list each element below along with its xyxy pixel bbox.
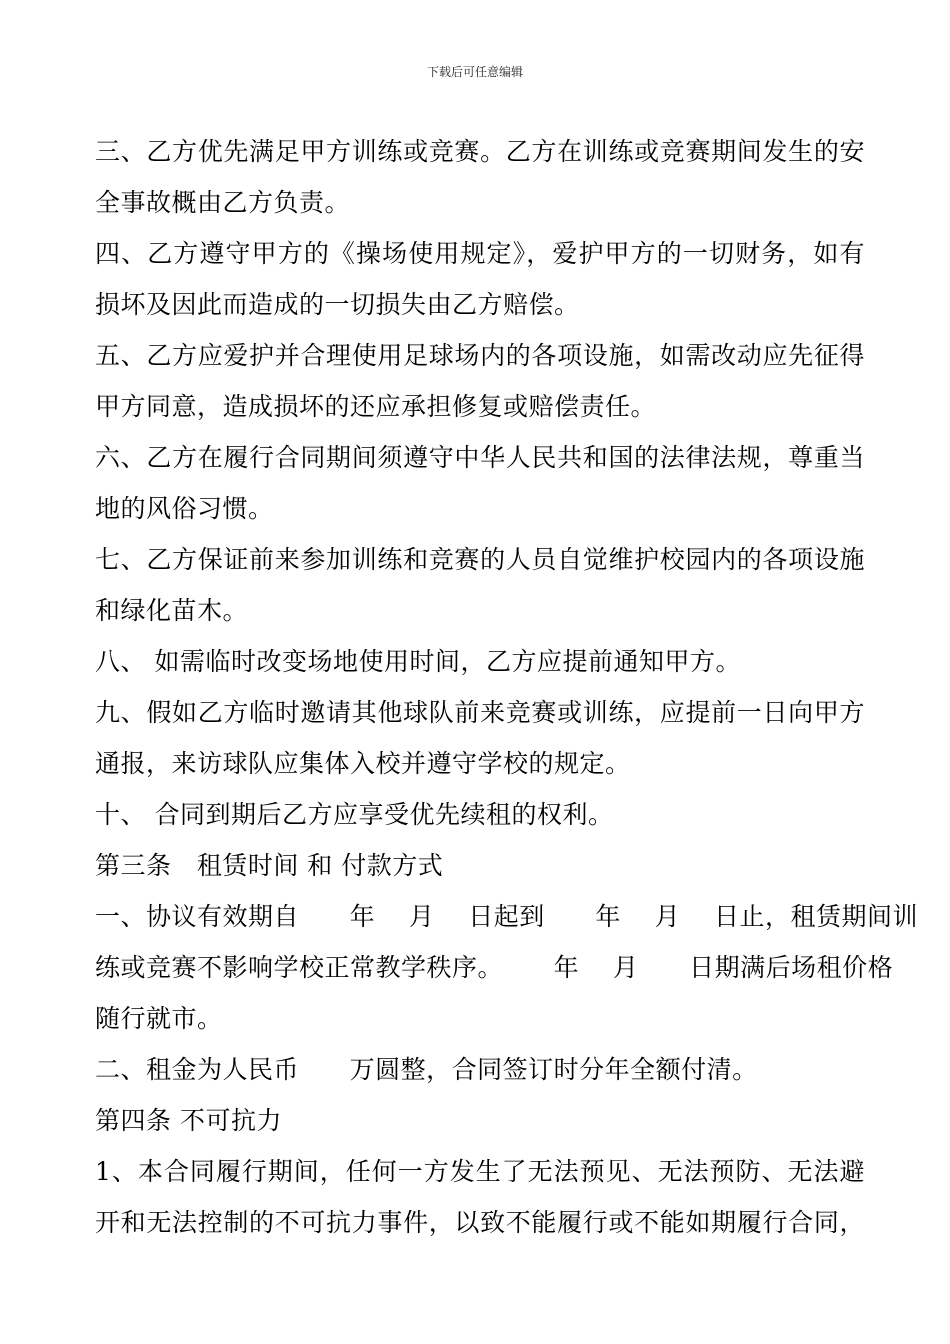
document-body [95,126,919,1248]
clause-3-line-2: 全事故概由乙方负责。 [95,188,351,217]
clause-6-line-1: 六、乙方在履行合同期间须遵守中华人民共和国的法律法规，尊重当 [95,443,865,472]
article-4-heading: 第四条 不可抗力 [95,1106,282,1135]
article-3-item-1-line-1: 一、协议有效期自 年 月 日起到 年 月 日止，租赁期间训 [95,902,919,931]
clause-5-line-2: 甲方同意，造成损坏的还应承担修复或赔偿责任。 [95,392,657,421]
article-4-item-1-line-2: 开和无法控制的不可抗力事件，以致不能履行或不能如期履行合同， [95,1208,865,1237]
clause-9-line-2: 通报，来访球队应集体入校并遵守学校的规定。 [95,749,631,778]
article-3-heading: 第三条 租赁时间 和 付款方式 [95,851,444,880]
clause-6-line-2: 地的风俗习惯。 [95,494,274,523]
article-4-item-1-line-1: 1、本合同履行期间，任何一方发生了无法预见、无法预防、无法避 [95,1157,865,1186]
clause-5-line-1: 五、乙方应爱护并合理使用足球场内的各项设施，如需改动应先征得 [95,341,865,370]
article-3-item-1-line-3: 随行就市。 [95,1004,223,1033]
clause-8-line-1: 八、 如需临时改变场地使用时间，乙方应提前通知甲方。 [95,647,741,676]
clause-9-line-1: 九、假如乙方临时邀请其他球队前来竞赛或训练，应提前一日向甲方 [95,698,865,727]
article-3-item-2-line-1: 二、租金为人民币 万圆整，合同签订时分年全额付清。 [95,1055,758,1084]
clause-10-line-1: 十、 合同到期后乙方应享受优先续租的权利。 [95,800,614,829]
page-header: 下载后可任意编辑 [426,65,523,79]
clause-4-line-2: 损坏及因此而造成的一切损失由乙方赔偿。 [95,290,580,319]
clause-7-line-1: 七、乙方保证前来参加训练和竞赛的人员自觉维护校园内的各项设施 [95,545,865,574]
clause-3-line-1: 三、乙方优先满足甲方训练或竞赛。乙方在训练或竞赛期间发生的安 [95,137,865,166]
article-3-item-1-line-2: 练或竞赛不影响学校正常教学秩序。 年 月 日期满后场租价格 [95,953,894,982]
clause-4-line-1: 四、乙方遵守甲方的《操场使用规定》，爱护甲方的一切财务，如有 [95,239,865,268]
clause-7-line-2: 和绿化苗木。 [95,596,249,625]
